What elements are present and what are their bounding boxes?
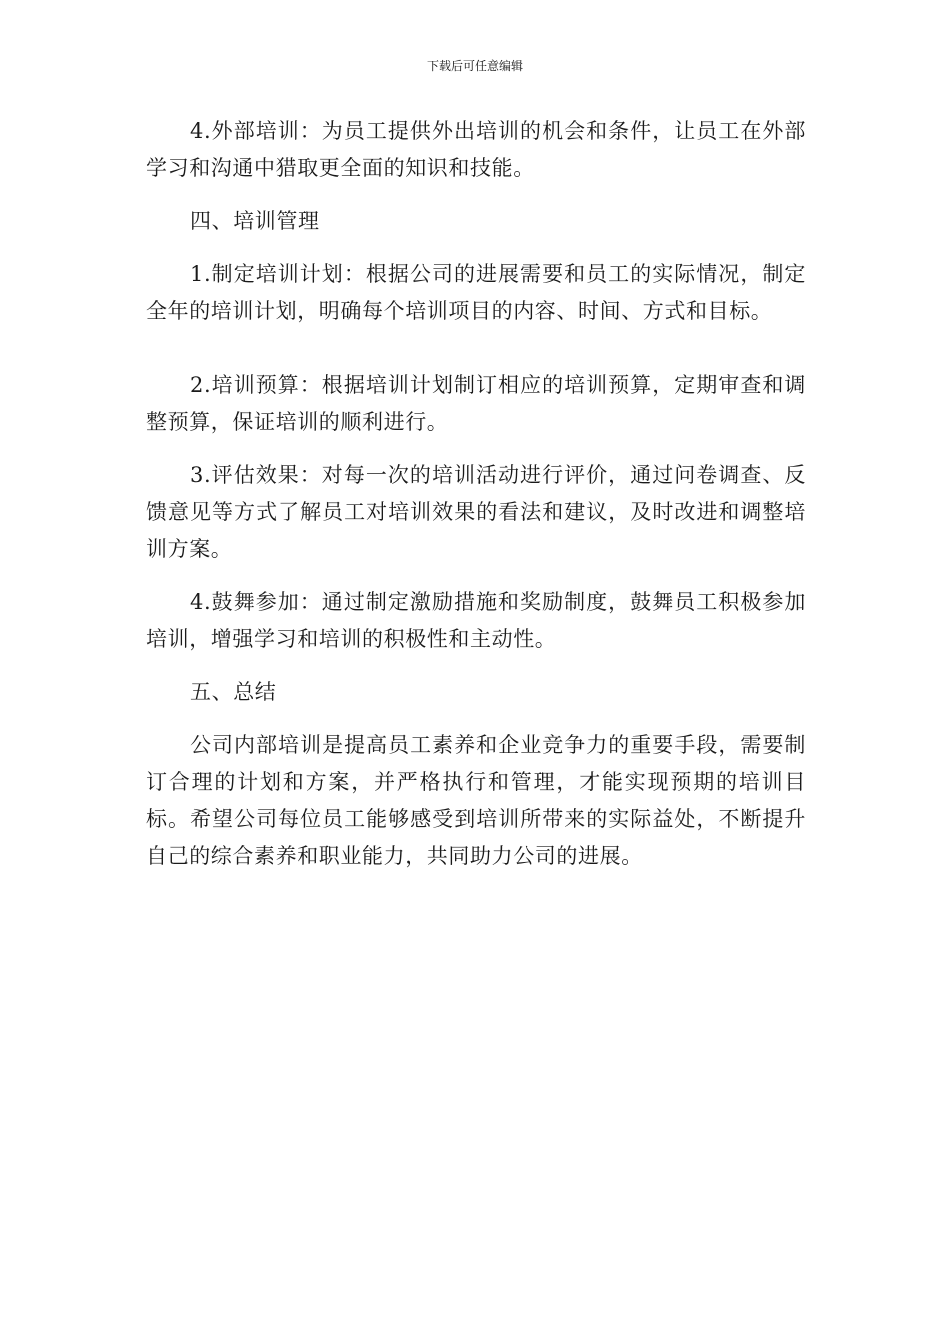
document-body — [146, 113, 806, 875]
page-header: 下载后可任意编辑 — [426, 59, 523, 73]
paragraph-training-plan: 1.制定培训计划：根据公司的进展需要和员工的实际情况，制定全年的培训计划，明确每个培训项目的内容、时间、方式和目标。 — [146, 262, 806, 323]
section-heading-training-management: 四、培训管理 — [190, 209, 320, 233]
paragraph-summary: 公司内部培训是提高员工素养和企业竞争力的重要手段，需要制订合理的计划和方案，并严格执行和管理，才能实现预期的培训目标。希望公司每位员工能够感受到培训所带来的实际益处，不断提升自己的综合素养和职业能力，共同助力公司的进展。 — [146, 733, 806, 868]
paragraph-external-training: 4.外部培训：为员工提供外出培训的机会和条件，让员工在外部学习和沟通中猎取更全面的知识和技能。 — [146, 119, 806, 180]
paragraph-evaluate-effect: 3.评估效果：对每一次的培训活动进行评价，通过问卷调查、反馈意见等方式了解员工对培训效果的看法和建议，及时改进和调整培训方案。 — [146, 463, 806, 561]
paragraph-encourage-participation: 4.鼓舞参加：通过制定激励措施和奖励制度，鼓舞员工积极参加培训，增强学习和培训的积极性和主动性。 — [146, 590, 806, 651]
paragraph-training-budget: 2.培训预算：根据培训计划制订相应的培训预算，定期审查和调整预算，保证培训的顺利进行。 — [146, 373, 806, 434]
section-heading-summary: 五、总结 — [190, 680, 277, 704]
